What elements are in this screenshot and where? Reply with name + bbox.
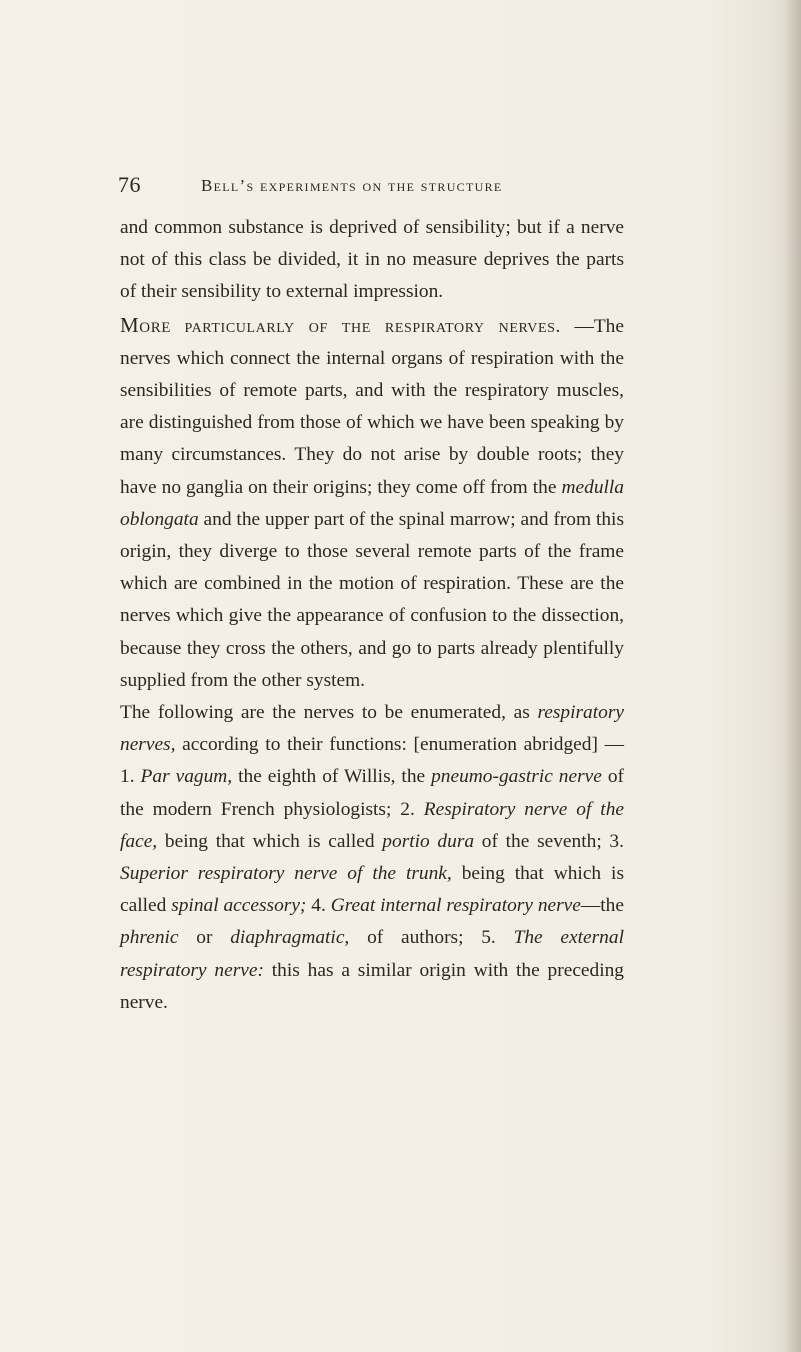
paragraph-3-text: —the bbox=[580, 895, 624, 917]
paragraph-3-text: of the seventh; 3. bbox=[481, 830, 624, 852]
paragraph-3-text: of authors; 5. bbox=[367, 927, 496, 949]
italic-term: Par vagum, bbox=[140, 766, 233, 788]
paragraph-3-text: of the modern French physiologists; 2. bbox=[120, 766, 624, 820]
paragraph-3-text: or bbox=[196, 927, 213, 949]
paragraph-3-text: being that which is called bbox=[164, 830, 375, 852]
running-head: bell’s experiments on the structure bbox=[201, 176, 503, 195]
body-text bbox=[120, 212, 624, 1019]
italic-term: phrenic bbox=[120, 927, 179, 949]
section-lead: particularly of the respiratory nerves. bbox=[184, 315, 562, 337]
page-edge-shadow bbox=[785, 0, 801, 1352]
italic-term: Great internal respiratory nerve bbox=[330, 895, 581, 917]
italic-term: respiratory nerves, bbox=[120, 702, 624, 756]
paragraph-2-text-cont: and the upper part of the spinal marrow; and from this origin, they diverge to those several remote parts of the frame which are combined in the motion of respiration. These are the nerves which give the appearance of confusion to the dissection, because they cross the others, and go to parts already plentifully supplied from the other system. bbox=[120, 508, 624, 691]
italic-term: Superior respiratory nerve of the trunk, bbox=[120, 863, 452, 885]
section-lead-cap: More bbox=[120, 312, 172, 337]
italic-term: diaphragmatic, bbox=[230, 927, 350, 949]
italic-term: pneumo-gastric nerve bbox=[431, 766, 602, 788]
paragraph-3-text: according to their functions: [enumeration abridged] — 1. bbox=[120, 734, 624, 788]
page-header bbox=[118, 172, 678, 206]
italic-term: medulla oblongata bbox=[120, 476, 624, 530]
paragraph-1: and common substance is deprived of sensibility; but if a nerve not of this class be divided, it in no measure deprives the parts of their sensibility to external impression. bbox=[120, 217, 624, 303]
italic-term: spinal accessory; bbox=[171, 895, 307, 917]
page-number: 76 bbox=[118, 172, 141, 197]
paragraph-3-text: the eighth of Willis, the bbox=[238, 766, 426, 788]
paragraph-3 bbox=[120, 697, 624, 1019]
paragraph-2 bbox=[120, 309, 624, 697]
paragraph-3-text: 4. bbox=[311, 895, 326, 917]
italic-term: Respiratory nerve of the face, bbox=[120, 798, 624, 852]
italic-term: portio dura bbox=[382, 830, 475, 852]
paragraph-3-text: this has a similar origin with the preceding nerve. bbox=[120, 959, 625, 1013]
paragraph-2-text: —The nerves which connect the internal organs of respiration with the sensibilities of remote parts, and with the respiratory muscles, are distinguished from those of which we have been speaking by many circumstances. They do not arise by double roots; they have no ganglia on their origins; they come off from the bbox=[120, 315, 624, 498]
italic-term: The external respiratory nerve: bbox=[120, 927, 624, 981]
paragraph-3-text: being that which is called bbox=[120, 863, 624, 917]
paragraph-3-text: The following are the nerves to be enumerated, as bbox=[120, 702, 530, 724]
